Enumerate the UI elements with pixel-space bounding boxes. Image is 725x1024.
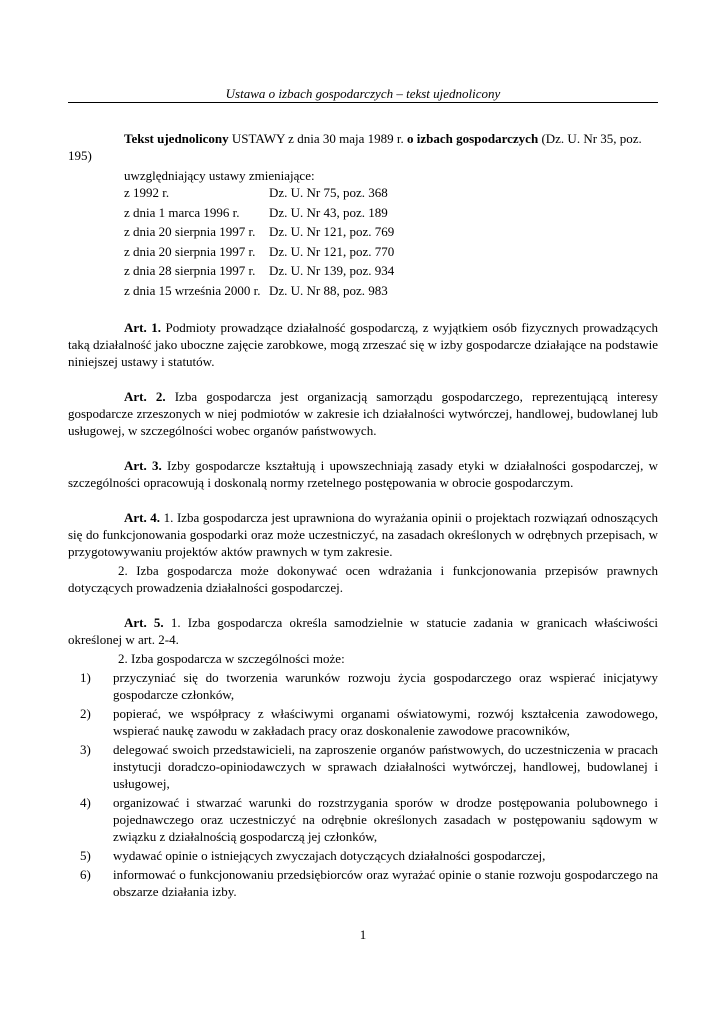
- list-item-number: 6): [80, 866, 91, 882]
- amendment-reference: Dz. U. Nr 88, poz. 983: [269, 282, 388, 298]
- article-5-paragraph-2: 2. Izba gospodarcza w szczególności może:: [118, 650, 345, 666]
- amendment-date: z dnia 15 września 2000 r.: [124, 282, 261, 298]
- header-rule: [68, 102, 658, 103]
- amendment-row: [124, 262, 394, 282]
- article-3-label: Art. 3.: [124, 457, 162, 473]
- running-header: Ustawa o izbach gospodarczych – tekst ujednolicony: [225, 86, 501, 101]
- amendments-intro: uwzględniający ustawy zmieniające:: [124, 168, 315, 183]
- amendment-date: z dnia 20 sierpnia 1997 r.: [124, 224, 256, 240]
- list-item-number: 1): [80, 669, 91, 685]
- amendment-row: [124, 223, 394, 243]
- amendment-date: z 1992 r.: [124, 185, 170, 200]
- list-item-text: wydawać opinie o istniejących zwyczajach dotyczących działalności gospodarczej,: [113, 847, 546, 863]
- article-1-text: Podmioty prowadzące działalność gospodarczą, z wyjątkiem osób fizycznych prowadzących taką działalność jako uboczne zajęcie zarobkowe, mogą zrzeszać się w izby gospodarcze działające na podstawie niniejszej ustawy i statutów.: [68, 319, 658, 369]
- amendment-row: [124, 243, 394, 263]
- article-3-text: Izby gospodarcze kształtują i upowszechniają zasady etyki w działalności gospodarczej, w szczególności opracowują i doskonalą normy rzetelnego postępowania w obrocie gospodarczym.: [68, 457, 658, 490]
- list-item: [68, 669, 658, 703]
- article-5-label: Art. 5.: [124, 614, 164, 630]
- list-item: [68, 741, 658, 792]
- amendment-reference: Dz. U. Nr 121, poz. 770: [269, 243, 395, 259]
- amendment-date: z dnia 1 marca 1996 r.: [124, 204, 240, 220]
- list-item-text: organizować i stwarzać warunki do rozstrzygania sporów w drodze postępowania polubownego i pojednawczego oraz uczestniczyć na odrębnie określonych zasadach w postępowaniu sądowym w związku z działalnością gospodarczą jej członków,: [113, 794, 658, 844]
- article-4-label: Art. 4.: [124, 509, 161, 525]
- article-1-label: Art. 1.: [124, 319, 161, 335]
- amendment-reference: Dz. U. Nr 75, poz. 368: [269, 185, 388, 200]
- document-title: [68, 130, 658, 164]
- amendment-reference: Dz. U. Nr 121, poz. 769: [269, 224, 395, 240]
- article-5-paragraph-1: 1. Izba gospodarcza określa samodzielnie w statucie zadania w granicach właściwości określonej w art. 2-4.: [68, 614, 658, 647]
- title-tail: (Dz. U. Nr 35, poz. 195): [68, 131, 642, 163]
- article-1: [68, 319, 658, 370]
- article-2-label: Art. 2.: [124, 388, 166, 404]
- title-bold-name: o izbach gospodarczych: [406, 131, 539, 146]
- article-5: [68, 614, 658, 648]
- amendment-reference: Dz. U. Nr 43, poz. 189: [269, 204, 388, 220]
- list-item-text: informować o funkcjonowaniu przedsiębiorców oraz wyrażać opinie o stanie rozwoju gospodarczego na obszarze działania izby.: [113, 866, 658, 899]
- article-4: [68, 509, 658, 560]
- amendment-reference: Dz. U. Nr 139, poz. 934: [269, 263, 395, 279]
- article-2-text: Izba gospodarcza jest organizacją samorządu gospodarczego, reprezentującą interesy gospodarcze zrzeszonych w niej podmiotów w zakresie ich działalności wytwórczej, handlowej, budowlanej lub usługowej, w szczególności wobec organów państwowych.: [68, 388, 658, 438]
- amendment-date: z dnia 20 sierpnia 1997 r.: [124, 243, 256, 259]
- list-item: [68, 705, 658, 739]
- list-item: [68, 866, 658, 900]
- title-bold-lead: Tekst ujednolicony: [124, 131, 229, 146]
- page-number: 1: [359, 927, 367, 942]
- list-item-number: 2): [80, 705, 91, 721]
- article-5-list: [68, 669, 658, 900]
- article-4-paragraph-1: 1. Izba gospodarcza jest uprawniona do wyrażania opinii o projektach rozwiązań odnoszących się do funkcjonowania gospodarki oraz może uczestniczyć, na zasadach określonych w odrębnych przepisach, w przygotowywaniu projektów aktów prawnych w tym zakresie.: [68, 509, 658, 559]
- amendments-table: [124, 184, 394, 302]
- list-item: [68, 794, 658, 845]
- title-middle: USTAWY z dnia 30 maja 1989 r.: [228, 131, 407, 146]
- list-item-text: przyczyniać się do tworzenia warunków rozwoju życia gospodarczego oraz wspierać inicjatywy gospodarcze członków,: [113, 669, 658, 702]
- list-item-number: 4): [80, 794, 91, 810]
- list-item-text: popierać, we współpracy z właściwymi organami oświatowymi, rozwój kształcenia zawodowego, wspierać naukę zawodu w zakładach pracy oraz doskonalenie zawodowe pracowników,: [113, 705, 658, 738]
- article-2: [68, 388, 658, 439]
- list-item-number: 5): [80, 847, 91, 863]
- amendment-row: [124, 184, 394, 204]
- list-item: [68, 847, 658, 864]
- article-3: [68, 457, 658, 491]
- list-item-number: 3): [80, 741, 91, 757]
- amendment-row: [124, 204, 394, 224]
- amendment-row: [124, 282, 394, 302]
- amendment-date: z dnia 28 sierpnia 1997 r.: [124, 263, 256, 279]
- list-item-text: delegować swoich przedstawicieli, na zaproszenie organów państwowych, do uczestniczenia w pracach instytucji doradczo-opiniodawczych w sprawach działalności wytwórczej, handlowej, budowlanej i usługowej,: [113, 741, 658, 791]
- document-body: [68, 130, 658, 902]
- article-4-paragraph-2: 2. Izba gospodarcza może dokonywać ocen wdrażania i funkcjonowania przepisów prawnych dotyczących prowadzenia działalności gospodarczej.: [68, 562, 658, 595]
